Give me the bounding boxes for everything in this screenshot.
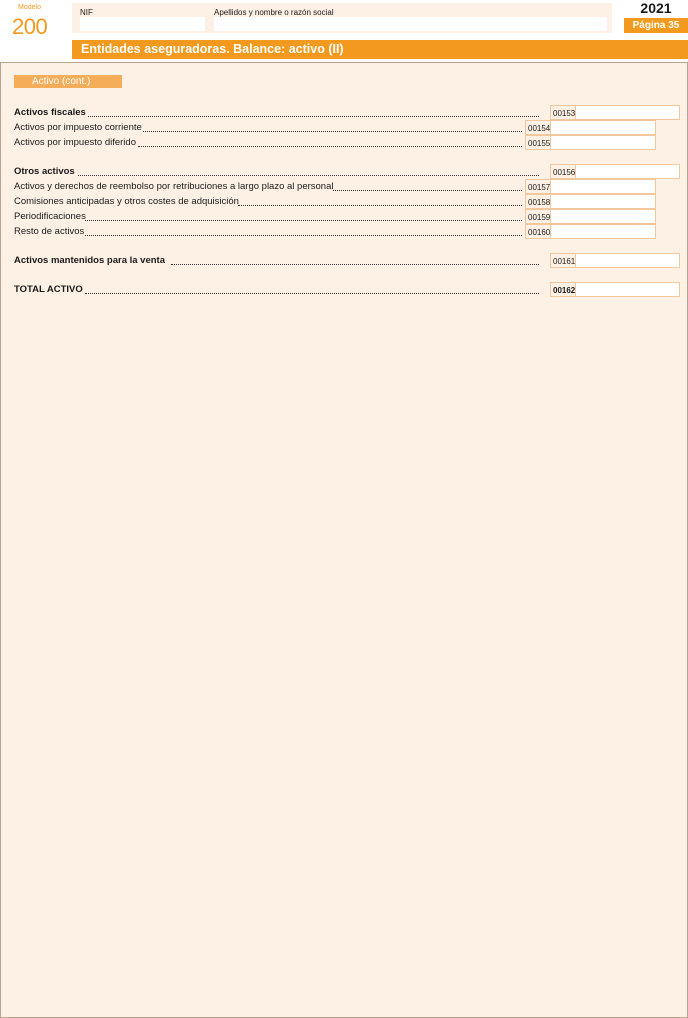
dot-leader bbox=[143, 120, 522, 135]
row-activos-fiscales bbox=[14, 105, 681, 120]
row-derechos-reembolso bbox=[14, 179, 681, 194]
amount-field-00162[interactable] bbox=[575, 282, 680, 297]
row-code: 00155 bbox=[525, 135, 550, 150]
page-title: Entidades aseguradoras. Balance: activo (II) bbox=[81, 42, 344, 56]
amount-field-00156[interactable] bbox=[575, 164, 680, 179]
row-label: Comisiones anticipadas y otros costes de adquisición bbox=[14, 196, 239, 207]
amount-field-00157[interactable] bbox=[550, 179, 656, 194]
row-label: Periodificaciones bbox=[14, 211, 86, 222]
dot-leader bbox=[85, 209, 522, 224]
row-code: 00161 bbox=[550, 253, 575, 268]
row-code: 00154 bbox=[525, 120, 550, 135]
row-label: Activos por impuesto corriente bbox=[14, 122, 142, 133]
dot-leader bbox=[85, 224, 522, 239]
row-impuesto-diferido bbox=[14, 135, 681, 150]
amount-field-00161[interactable] bbox=[575, 253, 680, 268]
amount-field-00158[interactable] bbox=[550, 194, 656, 209]
row-code: 00159 bbox=[525, 209, 550, 224]
amount-field-00159[interactable] bbox=[550, 209, 656, 224]
dot-leader bbox=[85, 282, 539, 297]
row-comisiones bbox=[14, 194, 681, 209]
nif-input[interactable] bbox=[80, 17, 205, 31]
row-label: Otros activos bbox=[14, 166, 75, 177]
form-body bbox=[0, 62, 688, 1018]
nif-box bbox=[72, 3, 209, 33]
modelo-label: Modelo bbox=[18, 4, 41, 11]
amount-field-00155[interactable] bbox=[550, 135, 656, 150]
row-code: 00157 bbox=[525, 179, 550, 194]
row-code: 00162 bbox=[550, 282, 575, 297]
row-total-activo bbox=[14, 282, 681, 297]
row-mantenidos-venta bbox=[14, 253, 681, 268]
name-box bbox=[209, 3, 612, 33]
form-year: 2021 bbox=[640, 0, 672, 16]
page-badge: Página 35 bbox=[624, 18, 688, 33]
dot-leader bbox=[78, 164, 539, 179]
section-title-bar bbox=[72, 40, 688, 59]
name-input[interactable] bbox=[214, 17, 607, 31]
dot-leader bbox=[138, 135, 522, 150]
row-impuesto-corriente bbox=[14, 120, 681, 135]
name-label: Apellidos y nombre o razón social bbox=[214, 8, 334, 17]
dot-leader bbox=[171, 253, 539, 268]
row-label: Resto de activos bbox=[14, 226, 85, 237]
form-header bbox=[0, 0, 688, 40]
row-periodificaciones bbox=[14, 209, 681, 224]
row-label: Activos fiscales bbox=[14, 107, 86, 118]
modelo-number: 200 bbox=[12, 14, 48, 39]
nif-label: NIF bbox=[80, 8, 93, 17]
row-code: 00153 bbox=[550, 105, 575, 120]
dot-leader bbox=[88, 105, 539, 120]
row-label: Activos y derechos de reembolso por retribuciones a largo plazo al personal bbox=[14, 181, 334, 192]
row-otros-activos bbox=[14, 164, 681, 179]
amount-field-00154[interactable] bbox=[550, 120, 656, 135]
section-tab: Activo (cont.) bbox=[14, 75, 122, 88]
row-code: 00160 bbox=[525, 224, 550, 239]
row-label: TOTAL ACTIVO bbox=[14, 284, 83, 295]
row-code: 00156 bbox=[550, 164, 575, 179]
amount-field-00160[interactable] bbox=[550, 224, 656, 239]
row-label: Activos mantenidos para la venta bbox=[14, 255, 165, 266]
dot-leader bbox=[333, 179, 522, 194]
amount-field-00153[interactable] bbox=[575, 105, 680, 120]
dot-leader bbox=[238, 194, 522, 209]
row-code: 00158 bbox=[525, 194, 550, 209]
row-label: Activos por impuesto diferido bbox=[14, 137, 136, 148]
row-resto-activos bbox=[14, 224, 681, 239]
